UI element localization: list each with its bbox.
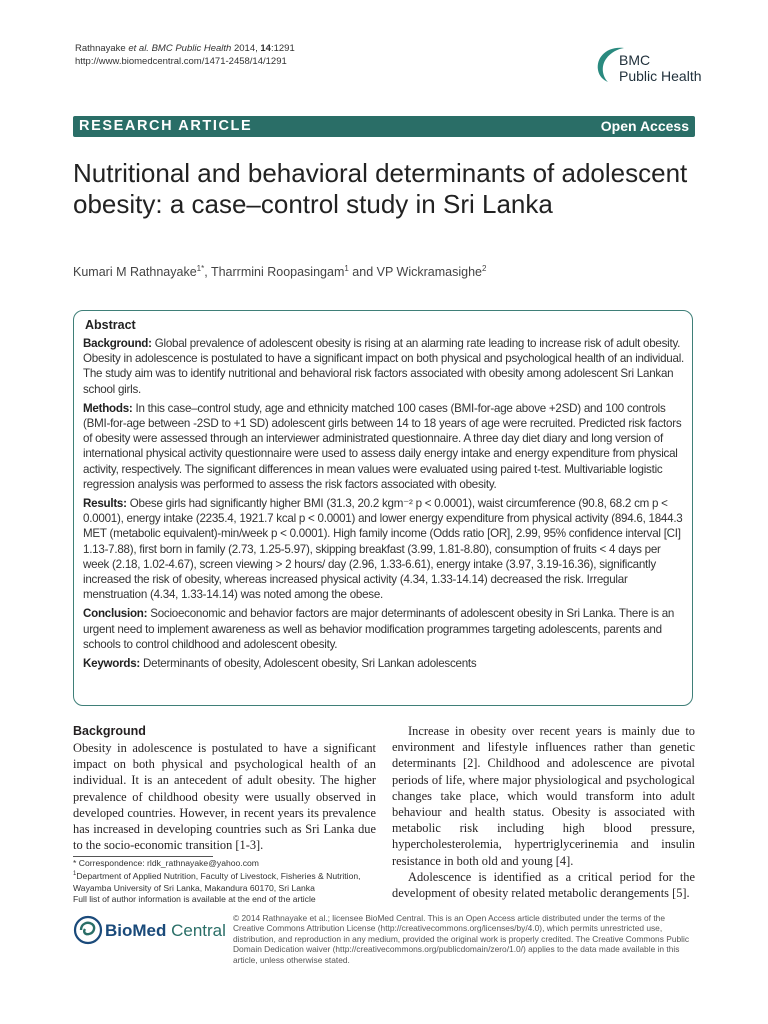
affiliation-line: Wayamba University of Sri Lanka, Makandura 60170, Sri Lanka [73,882,315,893]
abstract-results-text: Obese girls had significantly higher BMI (31.3, 20.2 kgm⁻² p < 0.0001), waist circumference (90.8, 68.2 cm p < 0.0001), energy intake (2235.4, 1921.7 kcal p < 0.0001) and lower energy expenditure from physical activity (894.6, 1844.3 MET (metabolic equivalent)-min/week p < 0.0001). High family income (Odds ratio [OR], 2.99, 95% confidence interval [CI] 1.13-7.88), first born in family (2.73, 1.25-5.97), skipping breakfast (3.99, 1.81-8.80), consumption of fruits < 4 days per week (2.18, 1.02-4.67), screen viewing > 2 hours/ day (2.96, 1.33-6.61), energy intake (3.97, 3.19-16.36), significantly increased the risk of obesity, whereas increased physical activity (4.34, 1.33-14.14) decreased the risk. Irregular menstruation (4.34, 1.33-14.14) was noted among the obese. [83,497,683,602]
citation-journal: BMC Public Health [151,43,232,54]
abstract-heading: Abstract [85,318,136,332]
author-name[interactable]: Kumari M Rathnayake [73,265,197,280]
abstract-keywords [83,656,687,671]
author-list [73,264,486,279]
abstract-conclusion-label: Conclusion: [83,607,148,621]
citation-article-number: :1291 [270,43,295,54]
affiliation-note [73,869,383,882]
author-affiliation-sup: 1* [196,264,205,273]
citation-author: Rathnayake [75,43,126,54]
abstract-background-text: Global prevalence of adolescent obesity is rising at an alarming rate leading to increase risk of adult obesity. Obesity in adolescence is postulated to have a significant impact on both physical and psychological health of an individual. The study aim was to identify nutritional and behavioral risk factors associated with obesity among adolescent Sri Lankan school girls. [83,337,684,396]
abstract-results [83,496,687,602]
open-access-label: Open Access [600,118,689,134]
author-separator: , [204,265,211,280]
abstract-body [83,336,687,675]
license-statement: © 2014 Rathnayake et al.; licensee BioMed Central. This is an Open Access article distributed under the terms of the Creative Commons Attribution License (http://creativecommons.org/licenses/by/4.0), which permits unrestricted use, distribution, and reproduction in any medium, provided the original work is properly credited. The Creative Commons Public Domain Dedication waiver (http://creativecommons.org/publicdomain/zero/1.0/) applies to the data made available in this article, unless otherwise stated. [233,913,690,965]
abstract-keywords-text: Determinants of obesity, Adolescent obesity, Sri Lankan adolescents [143,657,477,671]
article-type-label: RESEARCH ARTICLE [79,118,253,134]
author-separator: and [348,265,377,280]
article-url[interactable]: http://www.biomedcentral.com/1471-2458/14/1291 [75,56,287,67]
affiliation-sup: 1 [73,871,77,878]
body-paragraph: Adolescence is identified as a critical period for the development of obesity related metabolic derangements [5]. [392,869,695,901]
biomed-central-swirl-icon [73,915,103,945]
biomed-central-logo [73,913,226,949]
bmc-public-health-logo [594,44,704,100]
wordmark-central: Central [166,921,226,940]
bmc-logo-text [619,52,702,84]
abstract-results-label: Results: [83,497,127,511]
article-type-banner [73,116,695,137]
body-left-column [73,723,376,853]
author-info-note: Full list of author information is available at the end of the article [73,894,316,905]
abstract-conclusion [83,606,687,652]
author-affiliation-sup: 1 [344,264,349,273]
citation-line [75,42,295,55]
author-affiliation-sup: 2 [481,264,487,273]
citation-et-al: et al. [128,43,149,54]
abstract-methods-text: In this case–control study, age and ethnicity matched 100 cases (BMI-for-age above +2SD) and 100 controls (BMI-for-age between -2SD to +1 SD) adolescent girls between 14 to 18 years of age were recruited. Predicted risk factors of obesity were assessed through an interviewer administrated questionnaire. A three day diet diary and long version of international physical activity questionnaire were used to assess daily energy intake and energy expenditure from physical activity, respectively. The significant differences in mean values were evaluated using paired t-test. Multivariable logistic regression analysis was performed to assess the risk factors associated with obesity. [83,401,682,491]
body-right-column [392,723,695,901]
article-title: Nutritional and behavioral determinants of adolescent obesity: a case–control study in Sri Lanka [73,158,688,219]
body-paragraph: Obesity in adolescence is postulated to have a significant impact on both physical and psychological health of an individual. It is an antecedent of adult obesity. The higher prevalence of childhood obesity were usually observed in developed countries. However, in recent years its prevalence has increased in developing countries such as Sri Lanka due to the socio-economic transition [1-3]. [73,741,376,853]
abstract-methods-label: Methods: [83,401,133,415]
body-paragraph: Increase in obesity over recent years is mainly due to environment and lifestyle influences rather than genetic determinants [2]. Childhood and adolescence are pivotal periods of life, where major physiological and psychological changes take place, which would transform into adult behaviour and health status. Obesity is associated with metabolic risk including high blood pressure, hypercholesterolemia, hypertriglycerinemia and insulin resistance in both old and young [4]. [392,724,695,868]
footnotes [73,858,383,905]
logo-line-journal: Public Health [619,68,702,84]
citation-year: 2014, [233,43,258,54]
logo-line-bmc: BMC [619,52,651,68]
citation-header [75,42,295,68]
author-name[interactable]: Tharrmini Roopasingam [210,265,345,280]
section-heading-background: Background [73,724,146,738]
abstract-background [83,336,687,397]
footnote-divider [73,856,213,857]
wordmark-biomed: BioMed [105,921,167,940]
abstract-conclusion-text: Socioeconomic and behavior factors are major determinants of adolescent obesity in Sri Lanka. There is an urgent need to implement awareness as well as behavior modification programmes targeting adolescents, parents and schools to control childhood and adolescent obesity. [83,607,675,651]
biomed-central-wordmark [105,921,226,941]
abstract-background-label: Background: [83,337,152,350]
correspondence-note[interactable]: * Correspondence: rldk_rathnayake@yahoo.com [73,858,259,868]
abstract-box [73,310,693,706]
author-name[interactable]: VP Wickramasighe [376,265,482,280]
citation-volume: 14 [260,43,271,54]
abstract-methods [83,401,687,492]
affiliation-line: Department of Applied Nutrition, Faculty of Livestock, Fisheries & Nutrition, [76,871,361,882]
abstract-keywords-label: Keywords: [83,657,141,671]
